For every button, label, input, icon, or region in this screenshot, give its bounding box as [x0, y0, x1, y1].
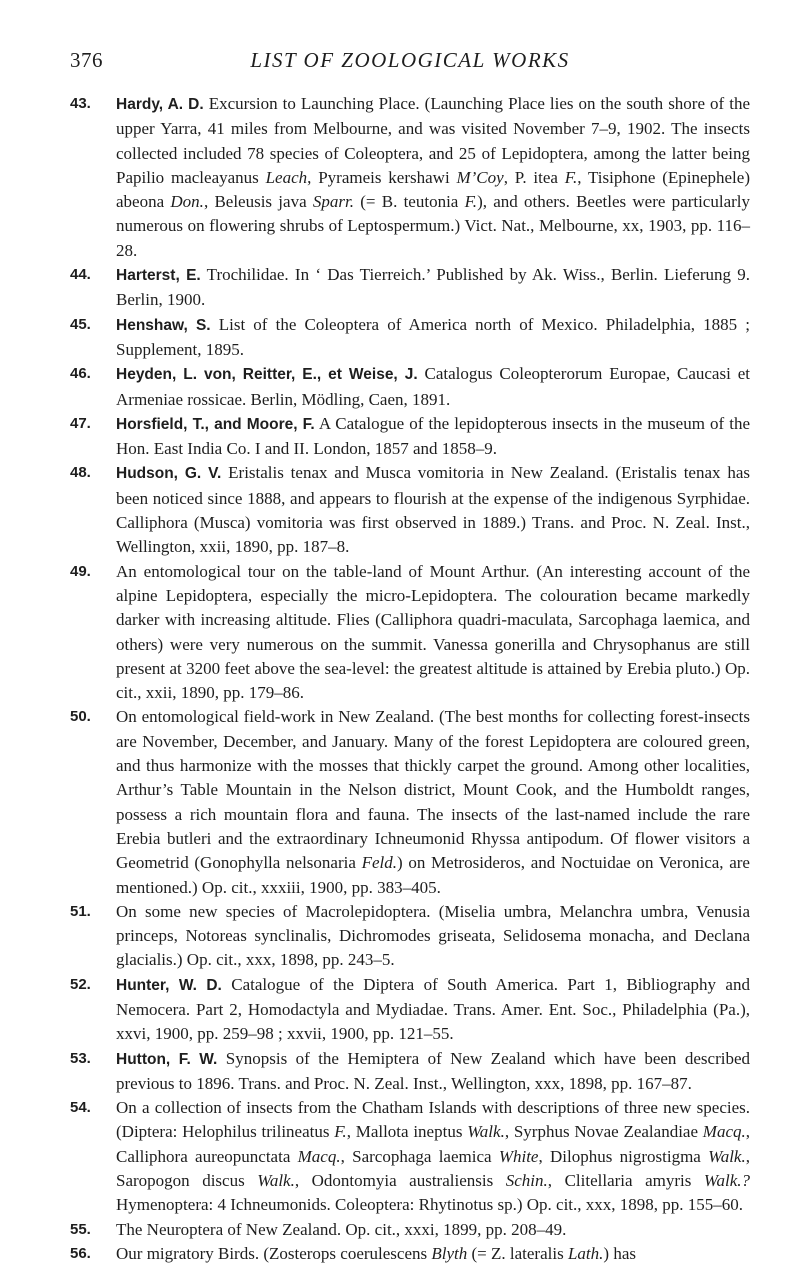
taxon-authority: Sparr.: [312, 192, 354, 212]
entry-text: , Calliphora aureopunctata: [116, 1122, 750, 1166]
taxon-authority: Walk.: [467, 1122, 505, 1142]
entry-text: (= Z. lateralis: [467, 1243, 568, 1263]
running-head: [70, 48, 750, 80]
entry-text: Our migratory Birds. (Zosterops coerulescens: [116, 1243, 432, 1263]
page-number: 376: [70, 48, 103, 72]
entry-text: On a collection of insects from the Chatham Islands with descriptions of three new species. (Diptera: Helophilus trilineatus: [116, 1098, 750, 1142]
taxon-authority: Blyth: [431, 1243, 468, 1263]
taxon-authority: Don.: [170, 192, 204, 212]
entry-text: Synopsis of the Hemiptera of New Zealand which have been described previous to 1896. Trans. and Proc. N. Zeal. Inst., Wellington, xxx, 1898, pp. 167–87.: [116, 1048, 751, 1093]
entry-text: List of the Coleoptera of America north of Mexico. Philadelphia, 1885 ; Supplement, 1895.: [116, 314, 750, 359]
bibliography-entry: [70, 362, 750, 412]
bibliography-entry: [70, 1242, 750, 1266]
bibliography-entry: [70, 461, 750, 559]
entry-author: Harterst, E.: [116, 267, 201, 285]
entry-text: , Beleusis java: [203, 192, 313, 212]
bibliography-entry: [70, 1218, 750, 1242]
entry-number: 47.: [70, 414, 91, 432]
entry-text: The Neuroptera of New Zealand. Op. cit., xxxi, 1899, pp. 208–49.: [116, 1219, 567, 1239]
entry-number: 51.: [70, 902, 91, 920]
entry-text: , Saropogon discus: [116, 1146, 750, 1191]
entry-number: 52.: [70, 975, 91, 993]
taxon-authority: M’Coy: [456, 167, 504, 187]
entry-text: ), and others. Beetles were particularly numerous on flowering shrubs of Leptospermum.) Vict. Nat., Melbourne, xx, 1903, pp. 116–28.: [116, 192, 751, 260]
entry-author: Hardy, A. D.: [116, 96, 204, 113]
bibliography-entry: [70, 973, 750, 1047]
entry-number: 50.: [70, 708, 91, 726]
bibliography-list: [70, 92, 750, 1266]
taxon-authority: F.: [464, 192, 478, 212]
entry-text: , P. itea: [503, 167, 565, 187]
entry-number: 45.: [70, 315, 91, 333]
taxon-authority: Macq.: [702, 1122, 746, 1142]
entry-author: Henshaw, S.: [116, 316, 211, 334]
taxon-authority: Walk.?: [703, 1171, 750, 1191]
entry-author: Hutton, F. W.: [116, 1050, 218, 1068]
bibliography-entry: [70, 1047, 750, 1097]
entry-text: , Pyrameis kershawi: [307, 167, 457, 187]
entry-text: (= B. teutonia: [353, 192, 465, 212]
entry-number: 48.: [70, 464, 91, 482]
entry-text: On some new species of Macrolepidoptera. (Miselia umbra, Melanchra umbra, Venusia princeps, Notoreas synclinalis, Dichromodes griseata, Selidosema monacha, and Declana glacialis.) Op. cit., xxx, 1898, pp. 243–5.: [116, 901, 750, 970]
running-title: LIST OF ZOOLOGICAL WORKS: [250, 48, 570, 72]
entry-number: 53.: [70, 1049, 91, 1067]
entry-author: Heyden, L. von, Reitter, E., et Weise, J.: [116, 366, 418, 384]
entry-number: 56.: [70, 1244, 91, 1262]
taxon-authority: F.: [334, 1122, 347, 1142]
bibliography-entry: [70, 313, 750, 363]
entry-number: 46.: [70, 365, 91, 383]
taxon-authority: F.: [564, 167, 578, 187]
taxon-authority: Walk.: [708, 1146, 746, 1166]
taxon-authority: White: [498, 1146, 539, 1166]
entry-text: , Tisiphone (Epinephele) abeona: [116, 167, 750, 212]
entry-number: 44.: [70, 266, 91, 284]
bibliography-entry: [70, 263, 750, 313]
taxon-authority: Lath.: [567, 1243, 604, 1263]
taxon-authority: Feld.: [361, 853, 397, 873]
bibliography-entry: [70, 1096, 750, 1217]
entry-author: Hunter, W. D.: [116, 976, 222, 994]
taxon-authority: Walk.: [257, 1171, 295, 1191]
entry-text: ) has: [603, 1243, 636, 1263]
entry-author: Horsfield, T., and Moore, F.: [116, 415, 315, 433]
bibliography-entry: [70, 92, 750, 263]
entry-number: 43.: [70, 95, 91, 112]
bibliography-entry: [70, 705, 750, 899]
entry-number: 49.: [70, 562, 91, 580]
bibliography-entry: [70, 900, 750, 973]
entry-text: Excursion to Launching Place. (Launching Place lies on the south shore of the upper Yarra, 41 miles from Melbourne, and was visited November 7–9, 1902. The insects collected included 78 species of Coleoptera, and 25 of Lepidoptera, among the latter being Papilio macleayanus: [116, 94, 750, 187]
entry-text: , Dilophus nigrostigma: [538, 1146, 709, 1166]
entry-text: , Syrphus Novae Zealandiae: [504, 1122, 703, 1142]
entry-author: Hudson, G. V.: [116, 465, 222, 483]
entry-number: 55.: [70, 1220, 91, 1238]
bibliography-entry: [70, 560, 750, 706]
entry-text: , Clitellaria amyris: [547, 1171, 704, 1191]
entry-text: Hymenoptera: 4 Ichneumonids. Coleoptera: Rhytinotus sp.) Op. cit., xxx, 1898, pp. 155–60.: [116, 1195, 744, 1215]
entry-text: On entomological field-work in New Zealand. (The best months for collecting forest-insects are November, December, and January. Many of the forest Lepidoptera are coloured green, and thus harmonize with the mosses that thickly carpet the ground. Among other localities, Arthur’s Table Mountain in the Nelson district, Mount Cook, and the Humboldt ranges, possess a rich mountain flora and fauna. The insects of the last-named include the rare Erebia butleri and the extraordinary Ichneumonid Rhyssa antipodum. Of flower visitors a Geometrid (Gonophylla nelsonaria: [116, 707, 750, 873]
taxon-authority: Schin.: [505, 1171, 548, 1191]
entry-text: An entomological tour on the table-land of Mount Arthur. (An interesting account of the alpine Lepidoptera, especially the micro-Lepidoptera. The colouration became markedly darker with increasing altitude. Flies (Calliphora quadri-maculata, Sarcophaga laemica, and others) were very numerous on the summit. Vanessa gonerilla and Chrysophanus are still present at 3200 feet above the sea-level: the greatest altitude is attained by Erebia pluto.) Op. cit., xxii, 1890, pp. 179–86.: [116, 561, 750, 703]
entry-text: Catalogue of the Diptera of South America. Part 1, Bibliography and Nemocera. Part 2, Homodactyla and Mydiadae. Trans. Amer. Ent. Soc., Philadelphia (Pa.), xxvi, 1900, pp. 259–98 ; xxvii, 1900, pp. 121–55.: [116, 974, 750, 1044]
entry-text: Trochilidae. In ‘ Das Tierreich.’ Published by Ak. Wiss., Berlin. Lieferung 9. Berlin, 1900.: [116, 265, 750, 310]
entry-number: 54.: [70, 1099, 91, 1117]
bibliography-entry: [70, 412, 750, 462]
entry-text: Eristalis tenax and Musca vomitoria in New Zealand. (Eristalis tenax has been noticed since 1888, and appears to flourish at the expense of the indigenous Syrphidae. Calliphora (Musca) vomitoria was first observed in 1889.) Trans. and Proc. N. Zeal. Inst., Wellington, xxii, 1890, pp. 187–8.: [116, 463, 750, 557]
entry-text: ) on Metrosideros, and Noctuidae on Veronica, are mentioned.) Op. cit., xxxiii, 1900, pp. 383–405.: [116, 853, 750, 897]
entry-text: , Mallota ineptus: [346, 1122, 468, 1142]
entry-text: A Catalogue of the lepidopterous insects in the museum of the Hon. East India Co. I and II. London, 1857 and 1858–9.: [116, 413, 750, 459]
taxon-authority: Macq.: [297, 1146, 341, 1166]
entry-text: , Sarcophaga laemica: [340, 1146, 499, 1166]
entry-text: , Odontomyia australiensis: [294, 1171, 506, 1191]
entry-text: Catalogus Coleopterorum Europae, Caucasi et Armeniae rossicae. Berlin, Mödling, Caen, 1891.: [116, 364, 750, 409]
taxon-authority: Leach: [265, 167, 308, 187]
